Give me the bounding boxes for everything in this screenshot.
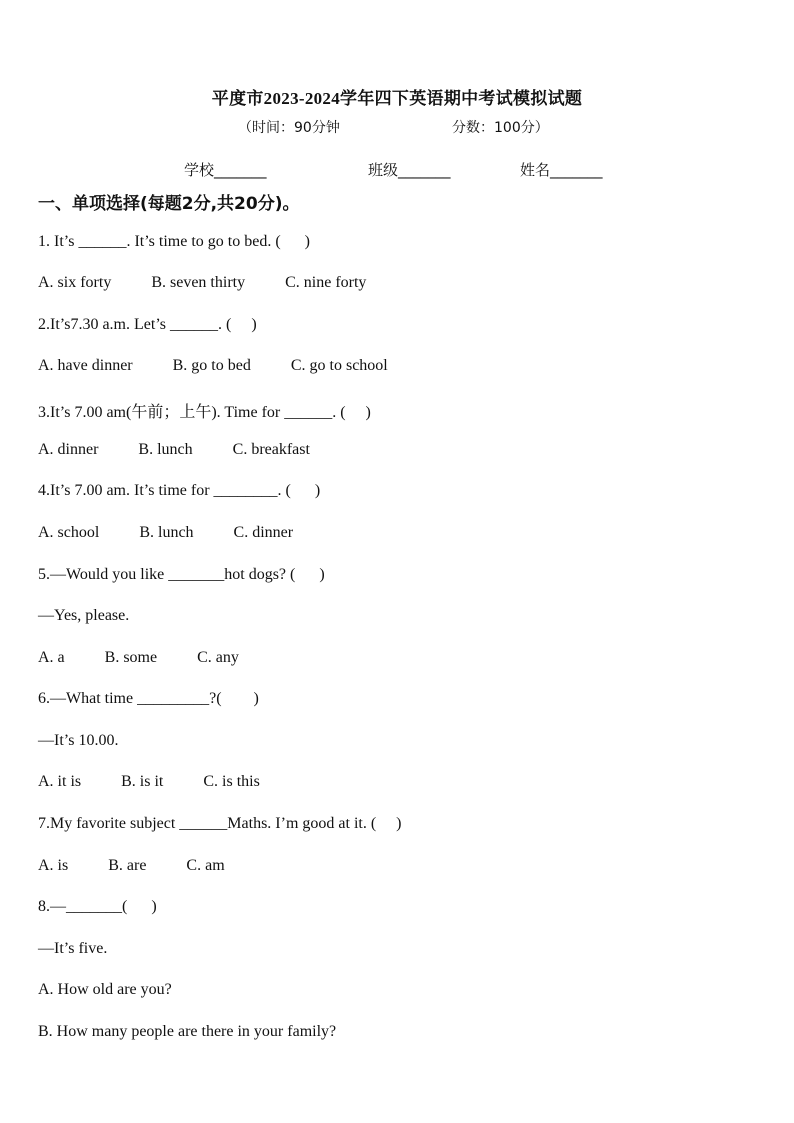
options-line: A. is B. are C. am xyxy=(38,857,225,874)
question-line: 7.My favorite subject ______Maths. I’m good at it. ( ) xyxy=(38,815,402,832)
exam-title: 平度市2023-2024学年四下英语期中考试模拟试题 xyxy=(211,89,583,108)
exam-time: （时间：90分钟 xyxy=(238,120,340,136)
question-line: 2.It’s7.30 a.m. Let’s ______. ( ) xyxy=(38,316,257,333)
options-line: A. a B. some C. any xyxy=(38,649,239,666)
dialogue-line: —It’s 10.00. xyxy=(38,732,119,749)
section-title: 一、单项选择(每题2分,共20分)。 xyxy=(38,194,300,214)
option-line: A. How old are you? xyxy=(38,981,172,998)
school-field: 学校_______ xyxy=(184,161,267,179)
question-line: 4.It’s 7.00 am. It’s time for ________. ( ) xyxy=(38,482,321,499)
option-line: B. How many people are there in your family? xyxy=(38,1023,337,1040)
class-field: 班级_______ xyxy=(368,161,451,179)
options-line: A. six forty B. seven thirty C. nine forty xyxy=(38,274,367,291)
options-line: A. dinner B. lunch C. breakfast xyxy=(38,441,310,458)
question-line: 1. It’s ______. It’s time to go to bed. ( ) xyxy=(38,233,310,250)
question-line: 8.—_______( ) xyxy=(38,898,157,915)
dialogue-line: —It’s five. xyxy=(38,940,108,957)
exam-score: 分数：100分） xyxy=(452,120,549,136)
question-line: 5.—Would you like _______hot dogs? ( ) xyxy=(38,566,325,583)
options-line: A. have dinner B. go to bed C. go to school xyxy=(38,357,388,374)
name-field: 姓名_______ xyxy=(520,161,603,179)
options-line: A. it is B. is it C. is this xyxy=(38,773,260,790)
question-line: 6.—What time _________?( ) xyxy=(38,690,259,707)
dialogue-line: —Yes, please. xyxy=(38,607,130,624)
question-line: 3.It’s 7.00 am(午前；上午). Time for ______. ( ) xyxy=(38,404,371,421)
options-line: A. school B. lunch C. dinner xyxy=(38,524,294,541)
